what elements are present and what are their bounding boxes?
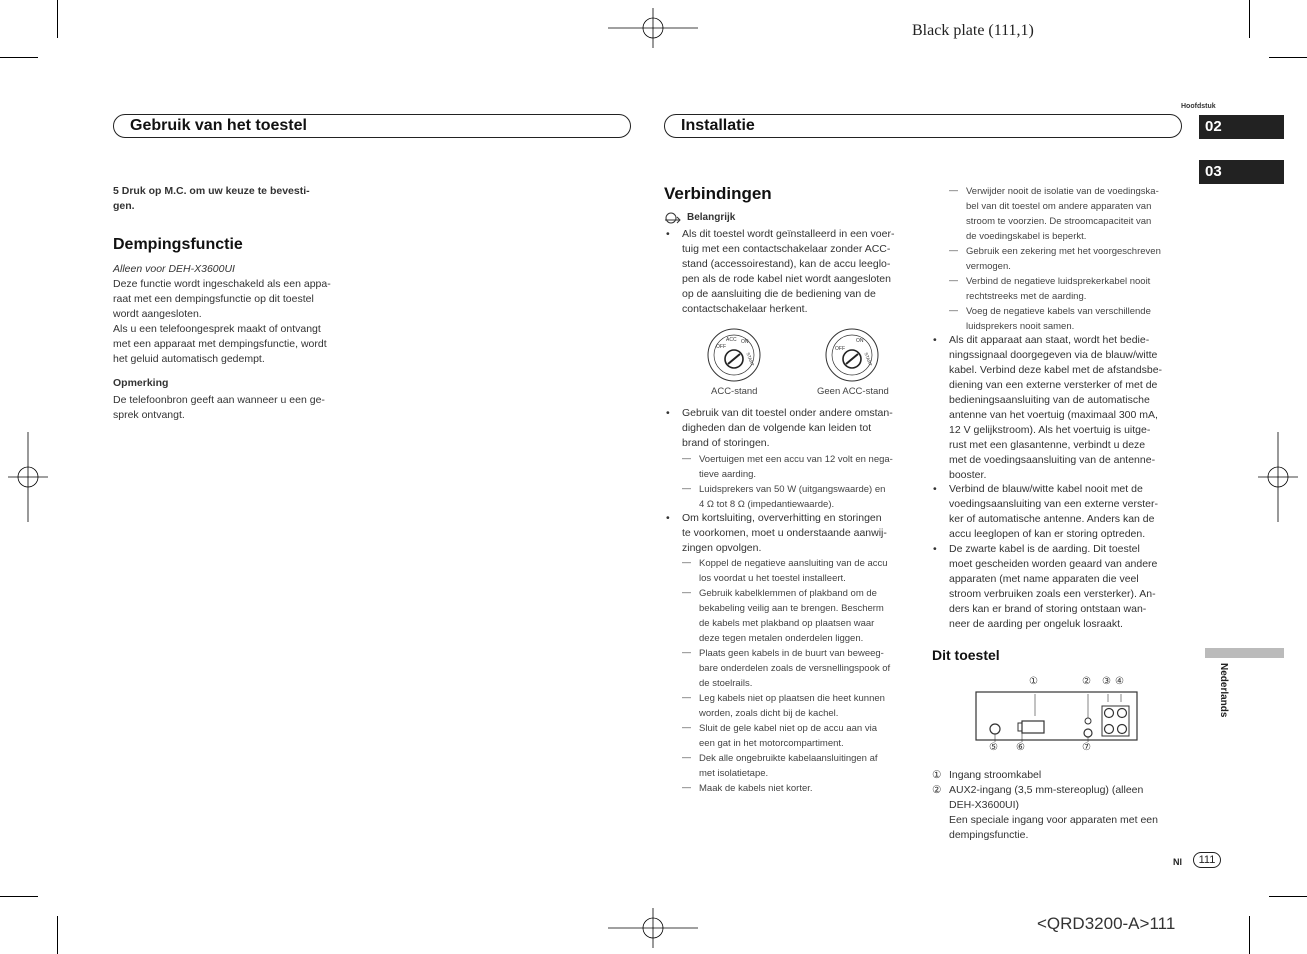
dash-line: Koppel de negatieve aansluiting van de accu [699,558,888,569]
bullet-line: ningssignaal doorgegeven via de blauw/witte [949,349,1158,361]
bullet-icon: • [666,407,670,419]
bullet-line: Gebruik van dit toestel onder andere omstan- [682,407,893,419]
bullet-line: te voorkomen, moet u onderstaande aanwij- [682,527,887,539]
bullet-line: neer de aarding per ongeluk losraakt. [949,618,1123,630]
diagram-num: ④ [1115,676,1124,687]
dash-line: Dek alle ongebruikte kabelaansluitingen af [699,753,878,764]
key-label: ON [856,338,864,344]
key-label: OFF [716,344,726,350]
dash-icon: — [682,752,691,762]
unit-rear-panel-diagram [972,688,1142,744]
subsection-title: Dit toestel [932,647,1000,663]
dash-line: tieve aarding. [699,469,757,480]
dash-line: Sluit de gele kabel niet op de accu aan via [699,723,877,734]
bullet-line: zingen opvolgen. [682,542,762,554]
bullet-line: Verbind de blauw/witte kabel nooit met de [949,483,1143,495]
legend-num: ② [932,784,942,796]
important-label: Belangrijk [687,212,736,223]
section-title: Verbindingen [664,184,772,203]
chapter-label: Hoofdstuk [1181,103,1216,110]
diagram-num: ① [1029,676,1038,687]
key-label: ON [741,339,749,345]
note-line: sprek ontvangt. [113,409,185,421]
dash-icon: — [949,305,958,315]
dash-icon: — [949,245,958,255]
registration-mark-icon [608,8,698,48]
legend-line: Een speciale ingang voor apparaten met een [949,814,1158,826]
section-header-left-title: Gebruik van het toestel [130,117,307,134]
dash-icon: — [682,692,691,702]
diagram-num: ⑤ [989,742,998,753]
bullet-line: stand (accessoirestand), kan de accu leeglo- [682,258,891,270]
crop-mark [1269,57,1307,58]
page-number: 111 [1193,852,1221,868]
bullet-line: booster. [949,469,987,481]
bullet-line: kabel. Verbind deze kabel met de afstandsbe- [949,364,1163,376]
dash-icon: — [682,722,691,732]
dash-line: Leg kabels niet op plaatsen die heet kunnen [699,693,885,704]
plate-label: Black plate (111,1) [912,22,1034,39]
note-title: Opmerking [113,377,169,389]
bullet-line: pen als de rode kabel niet wordt aangesloten [682,273,891,285]
section-header-left [113,114,631,138]
bullet-line: antenne van het voertuig (maximaal 300 mA, [949,409,1158,421]
dash-line: Verbind de negatieve luidsprekerkabel nooit [966,276,1151,287]
crop-mark [1269,896,1307,897]
dash-line: 4 Ω tot 8 Ω (impedantiewaarde). [699,499,835,510]
body-line: met een apparaat met dempingsfunctie, wordt [113,338,327,350]
dash-line: Maak de kabels niet korter. [699,783,813,794]
crop-mark [1249,0,1250,38]
dash-line: rechtstreeks met de aarding. [966,291,1087,302]
key-label: START [745,351,755,367]
step-line: 5 Druk op M.C. om uw keuze te bevesti- [113,185,310,197]
diagram-num: ⑥ [1016,742,1025,753]
registration-mark-icon [8,432,48,522]
dash-line: Luidsprekers van 50 W (uitgangswaarde) en [699,484,886,495]
legend-line: DEH-X3600UI) [949,799,1020,811]
bullet-line: Als dit toestel wordt geïnstalleerd in een voer- [682,228,895,240]
ignition-no-acc-icon [825,328,879,382]
bullet-line: De zwarte kabel is de aarding. Dit toestel [949,543,1140,555]
dash-line: de stoelrails. [699,678,753,689]
caption-acc: ACC-stand [711,386,758,397]
bullet-icon: • [666,228,670,240]
dash-line: worden, zoals dicht bij de kachel. [699,708,839,719]
dash-line: vermogen. [966,261,1011,272]
body-line: het geluid automatisch gedempt. [113,353,265,365]
bullet-icon: • [666,512,670,524]
section-header-right [664,114,1182,138]
chapter-tab: 03 [1199,160,1284,184]
dash-line: Gebruik een zekering met het voorgeschreven [966,246,1161,257]
caption-no-acc: Geen ACC-stand [817,386,889,397]
crop-mark [1249,916,1250,954]
dash-line: Voertuigen met een accu van 12 volt en nega- [699,454,893,465]
diagram-num: ② [1082,676,1091,687]
dash-line: de kabels met plakband op plaatsen waar [699,618,875,629]
registration-mark-icon [608,908,698,948]
bullet-icon: • [933,543,937,555]
dash-icon: — [682,557,691,567]
bullet-line: apparaten (met name apparaten die veel [949,573,1139,585]
bullet-line: digheden dan de volgende kan leiden tot [682,422,872,434]
section-header-right-title: Installatie [681,117,755,134]
bullet-line: bedieningsaansluiting van de automatische [949,394,1150,406]
legend-num: ① [932,769,942,781]
legend-line: AUX2-ingang (3,5 mm-stereoplug) (alleen [949,784,1144,796]
bullet-line: diening van een externe versterker of met de [949,379,1158,391]
bullet-line: tuig met een contactschakelaar zonder ACC- [682,243,891,255]
dash-icon: — [682,587,691,597]
section-title: Dempingsfunctie [113,236,243,253]
dash-icon: — [682,453,691,463]
language-label: Nederlands [1218,663,1229,718]
diagram-num: ③ [1102,676,1111,687]
bullet-line: met de voedingsaansluiting van de antenne- [949,454,1156,466]
bullet-line: moet gescheiden worden geaard van andere [949,558,1158,570]
bullet-icon: • [933,334,937,346]
model-note: Alleen voor DEH-X3600UI [113,263,235,275]
bullet-line: stroom verbruiken zoals een versterker). An- [949,588,1156,600]
bullet-icon: • [933,483,937,495]
dash-icon: — [949,185,958,195]
legend-line: dempingsfunctie. [949,829,1029,841]
dash-icon: — [949,275,958,285]
dash-line: los voordat u het toestel installeert. [699,573,846,584]
dash-line: Gebruik kabelklemmen of plakband om de [699,588,877,599]
dash-line: de voedingskabel is beperkt. [966,231,1087,242]
crop-mark [0,896,38,897]
dash-line: bekabeling veilig aan te brengen. Bescherm [699,603,884,614]
crop-mark [57,0,58,38]
dash-line: bare onderdelen zoals de versnellingspook of [699,663,891,674]
dash-icon: — [682,647,691,657]
body-line: Als u een telefoongesprek maakt of ontvangt [113,323,321,335]
dash-line: bel van dit toestel om andere apparaten van [966,201,1152,212]
dash-line: stroom te voorzien. De stroomcapaciteit van [966,216,1152,227]
registration-mark-icon [1258,432,1298,522]
bullet-line: ker of automatische antenne. Anders kan de [949,513,1155,525]
dash-line: met isolatietape. [699,768,769,779]
dash-line: Plaats geen kabels in de buurt van beweeg- [699,648,884,659]
page-language: Nl [1173,857,1182,867]
body-line: Deze functie wordt ingeschakeld als een appa- [113,278,331,290]
bullet-line: voedingsaansluiting van een externe verster- [949,498,1158,510]
chapter-tab: 02 [1199,115,1284,139]
dash-icon: — [682,782,691,792]
body-line: raat met een dempingsfunctie op dit toestel [113,293,314,305]
legend-line: Ingang stroomkabel [949,769,1042,781]
bullet-line: Als dit apparaat aan staat, wordt het bedie- [949,334,1150,346]
bullet-line: Om kortsluiting, oververhitting en storingen [682,512,882,524]
crop-mark [57,916,58,954]
dash-icon: — [682,483,691,493]
dash-line: Voeg de negatieve kabels van verschillende [966,306,1151,317]
key-label: START [863,351,873,367]
dash-line: deze tegen metalen onderdelen liggen. [699,633,864,644]
bullet-line: contactschakelaar herkent. [682,303,808,315]
key-label: OFF [835,346,845,352]
body-line: wordt aangesloten. [113,308,202,320]
crop-mark [0,57,38,58]
diagram-num: ⑦ [1082,742,1091,753]
dash-line: Verwijder nooit de isolatie van de voedingska- [966,186,1159,197]
bullet-line: op de aansluiting die de bediening van de [682,288,876,300]
bullet-line: brand of storingen. [682,437,770,449]
step-line: gen. [113,200,135,212]
key-label: ACC [726,337,737,343]
bullet-line: 12 V gelijkstroom). Als het voertuig is uitge- [949,424,1151,436]
note-line: De telefoonbron geeft aan wanneer u een ge- [113,394,325,406]
important-icon [664,211,682,225]
bullet-line: rust met een glasantenne, verbindt u deze [949,439,1146,451]
document-code: <QRD3200-A>111 [1037,914,1176,933]
bullet-line: ders kan er brand of storing ontstaan wan- [949,603,1147,615]
dash-line: luidsprekers nooit samen. [966,321,1075,332]
dash-line: een gat in het motorcompartiment. [699,738,844,749]
bullet-line: accu leeglopen of kan er storing optreden. [949,528,1146,540]
language-bar [1205,648,1284,658]
ignition-acc-icon [707,328,761,382]
